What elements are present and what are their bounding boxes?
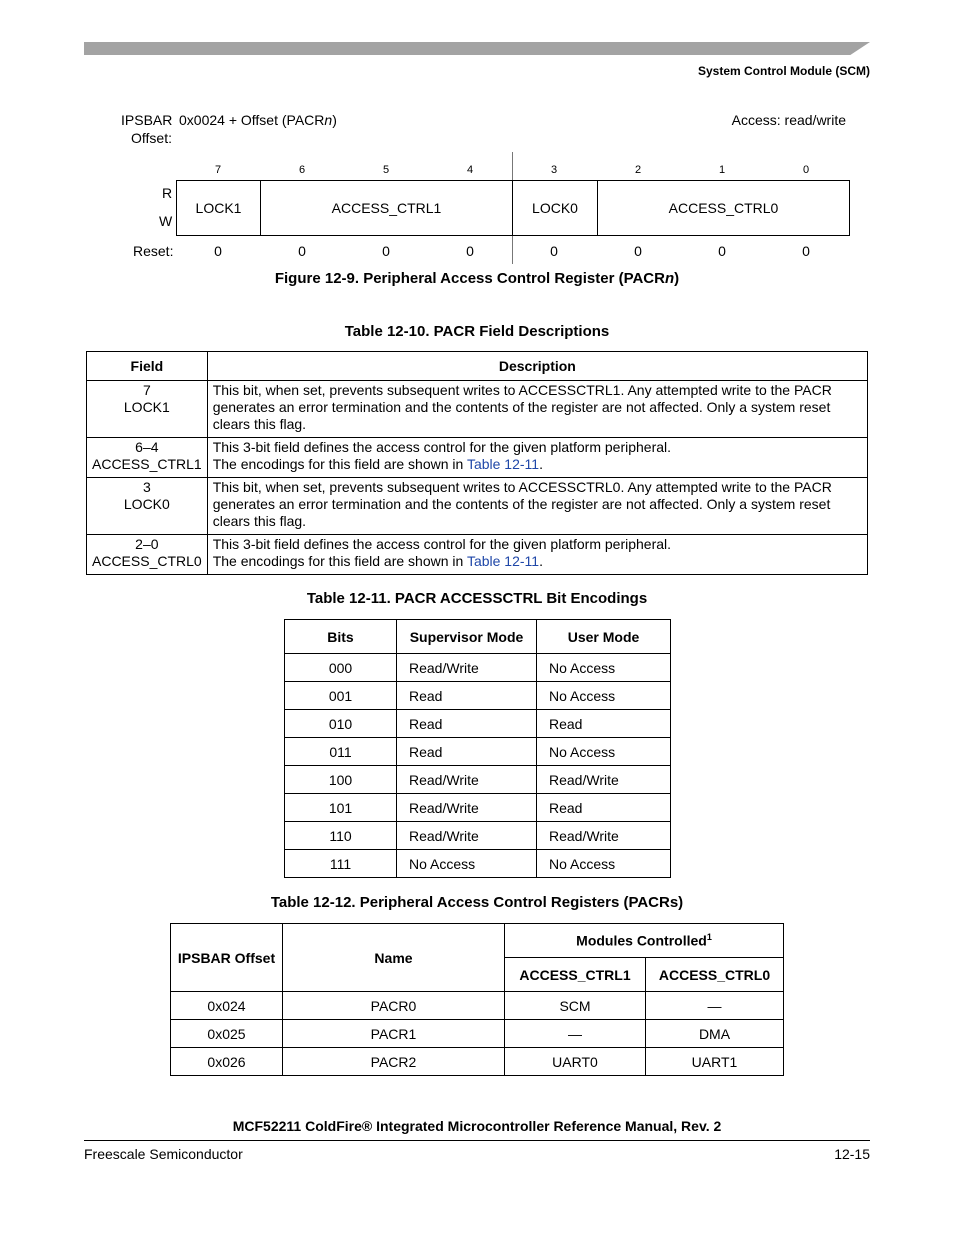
description-cell: This 3-bit field defines the access control for the given platform peripheral. The encodings for this field are shown in Table 12-11. [207, 535, 867, 575]
table-header-row [87, 352, 868, 381]
column-header: User Mode [537, 620, 671, 654]
reset-value: 0 [718, 243, 726, 259]
reset-value: 0 [802, 243, 810, 259]
bit-number: 4 [466, 164, 474, 176]
column-header: Description [207, 352, 867, 381]
footer-divider [84, 1140, 870, 1141]
cell: Read/Write [397, 654, 537, 682]
table-row [87, 535, 868, 575]
bit-number: 1 [718, 164, 726, 176]
cell: Read [397, 710, 537, 738]
cell: UART1 [646, 1048, 784, 1076]
table-header-row [285, 620, 671, 654]
table-link[interactable]: Table 12-11 [466, 456, 540, 472]
cell: 0x025 [171, 1020, 283, 1048]
table-row [285, 738, 671, 766]
column-header: Name [283, 924, 505, 992]
table-row [285, 710, 671, 738]
table-row [87, 478, 868, 535]
reset-value: 0 [214, 243, 222, 259]
cell: Read [537, 710, 671, 738]
cell: PACR2 [283, 1048, 505, 1076]
table-row [285, 822, 671, 850]
cell: Read/Write [397, 794, 537, 822]
table-row [285, 794, 671, 822]
field-access-ctrl1: ACCESS_CTRL1 [261, 180, 513, 236]
field-cell: 2–0 ACCESS_CTRL0 [87, 535, 208, 575]
row-read-label: R [162, 185, 173, 201]
table-row [171, 992, 784, 1020]
cell: PACR0 [283, 992, 505, 1020]
column-header: IPSBAR Offset [171, 924, 283, 992]
pacr-registers-table [170, 923, 784, 1076]
reset-value: 0 [466, 243, 474, 259]
column-header: ACCESS_CTRL1 [505, 958, 646, 992]
cell: 011 [285, 738, 397, 766]
cell: Read/Write [537, 822, 671, 850]
cell: No Access [537, 682, 671, 710]
cell: No Access [537, 850, 671, 878]
table-link[interactable]: Table 12-11 [466, 553, 540, 569]
cell: 001 [285, 682, 397, 710]
access-mode: Access: read/write [731, 112, 846, 128]
table-header-row [171, 924, 784, 958]
description-cell: This bit, when set, prevents subsequent writes to ACCESSCTRL1. Any attempted write to the PACR generates an error termination and the contents of the register are not affected. Only a system reset clears this flag. [207, 381, 867, 438]
table-row [87, 438, 868, 478]
cell: — [505, 1020, 646, 1048]
cell: 100 [285, 766, 397, 794]
description-cell: This 3-bit field defines the access control for the given platform peripheral. The encodings for this field are shown in Table 12-11. [207, 438, 867, 478]
table-row [171, 1020, 784, 1048]
cell: 101 [285, 794, 397, 822]
reset-value: 0 [550, 243, 558, 259]
table-row [285, 654, 671, 682]
field-lock0: LOCK0 [513, 180, 598, 236]
table-row [171, 1048, 784, 1076]
reset-value: 0 [382, 243, 390, 259]
field-access-ctrl0: ACCESS_CTRL0 [598, 180, 850, 236]
cell: Read/Write [397, 822, 537, 850]
cell: PACR1 [283, 1020, 505, 1048]
field-cell: 7 LOCK1 [87, 381, 208, 438]
cell: Read [397, 738, 537, 766]
table12-caption: Table 12-12. Peripheral Access Control Registers (PACRs) [270, 894, 684, 911]
bit-encodings-table [284, 619, 671, 878]
manual-title: MCF52211 ColdFire® Integrated Microcontroller Reference Manual, Rev. 2 [232, 1118, 722, 1134]
reset-value: 0 [634, 243, 642, 259]
cell: 000 [285, 654, 397, 682]
column-header: Modules Controlled$^1$ [505, 924, 784, 958]
cell: 110 [285, 822, 397, 850]
bit-number: 3 [550, 164, 558, 176]
table-row [285, 766, 671, 794]
cell: — [646, 992, 784, 1020]
bit-number: 2 [634, 164, 642, 176]
cell: 0x024 [171, 992, 283, 1020]
header-bar [84, 42, 870, 55]
company-name: Freescale Semiconductor [84, 1146, 243, 1162]
field-cell: 6–4 ACCESS_CTRL1 [87, 438, 208, 478]
table-row [87, 381, 868, 438]
table11-caption: Table 12-11. PACR ACCESSCTRL Bit Encodings [306, 590, 648, 607]
cell: Read/Write [397, 766, 537, 794]
cell: Read [397, 682, 537, 710]
field-cell: 3 LOCK0 [87, 478, 208, 535]
cell: UART0 [505, 1048, 646, 1076]
cell: 0x026 [171, 1048, 283, 1076]
reset-label: Reset: [133, 243, 174, 259]
column-header: Supervisor Mode [397, 620, 537, 654]
section-title: System Control Module (SCM) [697, 64, 870, 78]
cell: No Access [537, 654, 671, 682]
column-header: Field [87, 352, 208, 381]
reset-value: 0 [298, 243, 306, 259]
figure-caption: Figure 12-9. Peripheral Access Control Register (PACRn) [274, 270, 680, 287]
column-header: Bits [285, 620, 397, 654]
cell: Read [537, 794, 671, 822]
table-row [285, 682, 671, 710]
field-lock1: LOCK1 [176, 180, 261, 236]
bit-number: 6 [298, 164, 306, 176]
offset-label: Offset: [131, 130, 172, 146]
offset-value: 0x0024 + Offset (PACRn) [179, 112, 337, 128]
cell: 111 [285, 850, 397, 878]
table-row [285, 850, 671, 878]
column-header: ACCESS_CTRL0 [646, 958, 784, 992]
cell: Read/Write [537, 766, 671, 794]
cell: No Access [537, 738, 671, 766]
field-descriptions-table [86, 351, 868, 575]
cell: SCM [505, 992, 646, 1020]
bit-number: 5 [382, 164, 390, 176]
ipsbar-label: IPSBAR [121, 112, 173, 128]
cell: DMA [646, 1020, 784, 1048]
cell: 010 [285, 710, 397, 738]
bit-number: 7 [214, 164, 222, 176]
row-write-label: W [159, 213, 173, 229]
table10-caption: Table 12-10. PACR Field Descriptions [344, 323, 610, 340]
page-number: 12-15 [834, 1146, 870, 1162]
cell: No Access [397, 850, 537, 878]
bit-number: 0 [802, 164, 810, 176]
description-cell: This bit, when set, prevents subsequent writes to ACCESSCTRL0. Any attempted write to the PACR generates an error termination and the contents of the register are not affected. Only a system reset clears this flag. [207, 478, 867, 535]
